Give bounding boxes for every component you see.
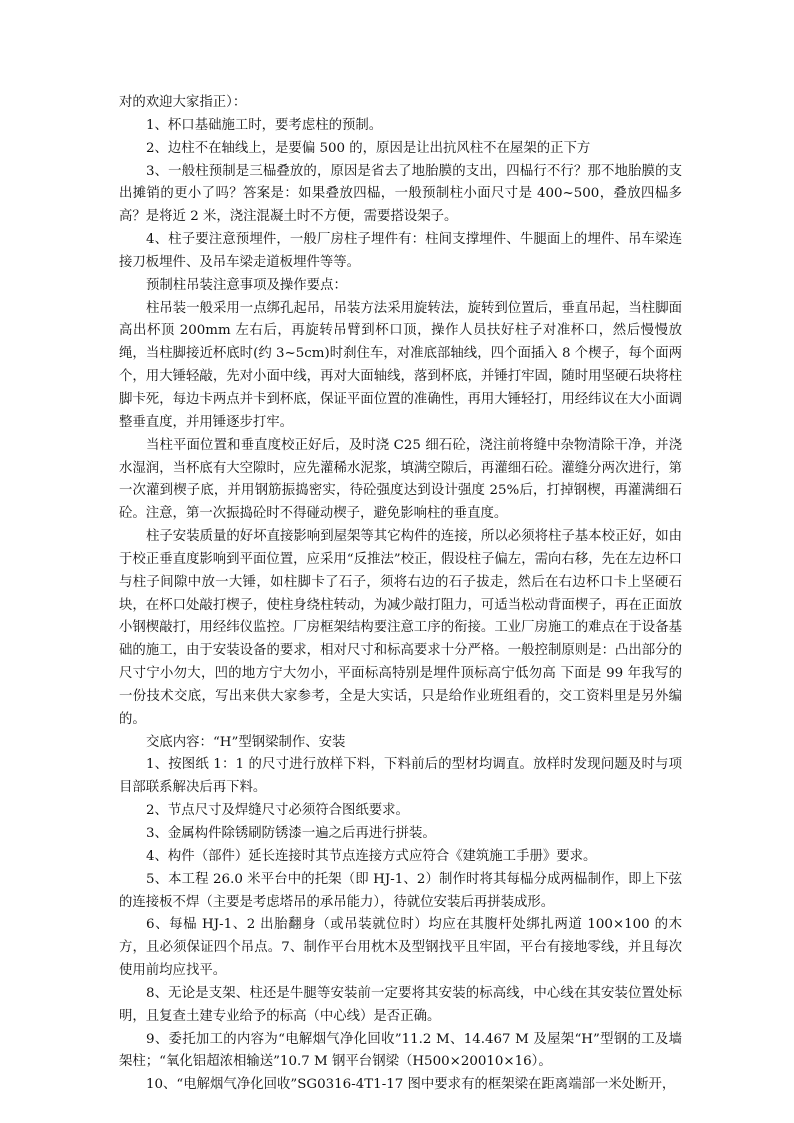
paragraph-step-8: 8、无论是支架、柱还是牛腿等安装前一定要将其安装的标高线，中心线在其安装位置处标明，且复查土建专业给予的标高（中心线）是否正确。 [119,985,682,1024]
section-heading-h-beam: 交底内容：“H”型钢梁制作、安装 [146,734,346,750]
paragraph-item-2: 2、边柱不在轴线上，是要偏 500 的，原因是让出抗风柱不在屋架的正下方 [146,140,591,156]
paragraph-grouting: 当柱平面位置和垂直度校正好后，及时浇 C25 细石砼，浇注前将缝中杂物清除干净，并浇水湿润，当杯底有大空隙时，应先灌稀水泥浆，填满空隙后，再灌细石砼。灌缝分两次进行，第一次灌到楔子底，并用钢筋振捣密实，待砼强度达到设计强度 25%后，打掉钢楔，再灌满细石砼。注意，第一次振捣砼时不得碰动楔子，避免影响柱的垂直度。 [119,437,682,522]
paragraph-intro: 对的欢迎大家指正）： [119,95,247,110]
paragraph-item-3: 3、一般柱预制是三榀叠放的，原因是省去了地胎膜的支出，四榀行不行？那不地胎膜的支出摊销的更小了吗？答案是：如果叠放四榀，一般预制柱小面尺寸是 400~500，叠放四榀多高？是将近 2 米，浇注混凝土时不方便，需要搭设架子。 [119,163,682,225]
paragraph-item-1: 1、杯口基础施工时，要考虑柱的预制。 [146,117,383,133]
paragraph-step-1: 1、按图纸 1：1 的尺寸进行放样下料，下料前后的型材均调直。放样时发现问题及时与项目部联系解决后再下料。 [119,757,682,796]
paragraph-step-9: 9、委托加工的内容为“电解烟气净化回收”11.2 M、14.467 M 及屋架“H”型钢的工及墙架柱；“氧化铝超浓相输送”10.7 M 钢平台钢梁（H500×20010×16）。 [119,1031,682,1070]
paragraph-correction: 柱子安装质量的好坏直接影响到屋架等其它构件的连接，所以必须将柱子基本校正好，如由于校正垂直度影响到平面位置，应采用“反推法”校正，假设柱子偏左，需向右移，先在左边杯口与柱子间隙中放一大锤，如柱脚卡了石子，须将右边的石子拔走，然后在右边杯口卡上坚硬石块，在杯口处敲打楔子，使柱身绕柱转动，为减少敲打阻力，可适当松动背面楔子，再在正面放小钢楔敲打，用经纬仪监控。厂房框架结构要注意工序的衔接。工业厂房施工的难点在于设备基础的施工，由于安装设备的要求，相对尺寸和标高要求十分严格。一般控制原则是：凸出部分的尺寸宁小勿大，凹的地方宁大勿小，平面标高特别是埋件顶标高宁低勿高 下面是 99 年我写的一份技术交底，写出来供大家参考，全是大实话，只是给作业班组看的，交工资料里是另外编的。 [119,529,682,727]
paragraph-item-4: 4、柱子要注意预埋件，一般厂房柱子埋件有：柱间支撑埋件、牛腿面上的埋件、吊车梁连接刀板埋件、及吊车梁走道板埋件等等。 [119,232,682,270]
paragraph-step-2: 2、节点尺寸及焊缝尺寸必须符合图纸要求。 [146,803,409,819]
section-heading-precast-column: 预制柱吊装注意事项及操作要点： [146,277,347,293]
paragraph-step-3: 3、金属构件除锈刷防锈漆一遍之后再进行拼装。 [146,826,436,841]
paragraph-step-5: 5、本工程 26.0 米平台中的托架（即 HJ-1、2）制作时将其每榀分成两榀制作，即上下弦的连接板不焊（主要是考虑塔吊的承吊能力），待就位安装后再拼装成形。 [119,871,682,910]
paragraph-step-4: 4、构件（部件）延长连接时其节点连接方式应符合《建筑施工手册》要求。 [146,848,597,864]
paragraph-column-lifting: 柱吊装一般采用一点绑孔起吊，吊装方法采用旋转法，旋转到位置后，垂直吊起，当柱脚面高出杯顶 200mm 左右后，再旋转吊臂到杯口顶，操作人员扶好柱子对准杯口，然后慢慢放绳，当柱脚接近杯底时(约 3~5cm)时刹住车，对准底部轴线，四个面插入 8 个楔子，每个面两个，用大锤轻敲，先对小面中线，再对大面轴线，落到杯底，并锤打牢固，随时用坚硬石块将柱脚卡死，每边卡两点并卡到杯底，保证平面位置的准确性，再用大锤轻打，用经纬议在大小面调整垂直度，并用锤逐步打牢。 [119,300,682,430]
paragraph-step-10: 10、“电解烟气净化回收”SG0316-4T1-17 图中要求有的框架梁在距离端部一米处断开， [146,1077,676,1093]
paragraph-step-6-7: 6、每榀 HJ-1、2 出胎翻身（或吊装就位时）均应在其腹杆处绑扎两道 100×100 的木方，且必须保证四个吊点。7、制作平台用枕木及型钢找平且牢固，平台有接地零线，并且每次使用前均应找平。 [119,917,682,979]
document-body [119,92,682,1097]
